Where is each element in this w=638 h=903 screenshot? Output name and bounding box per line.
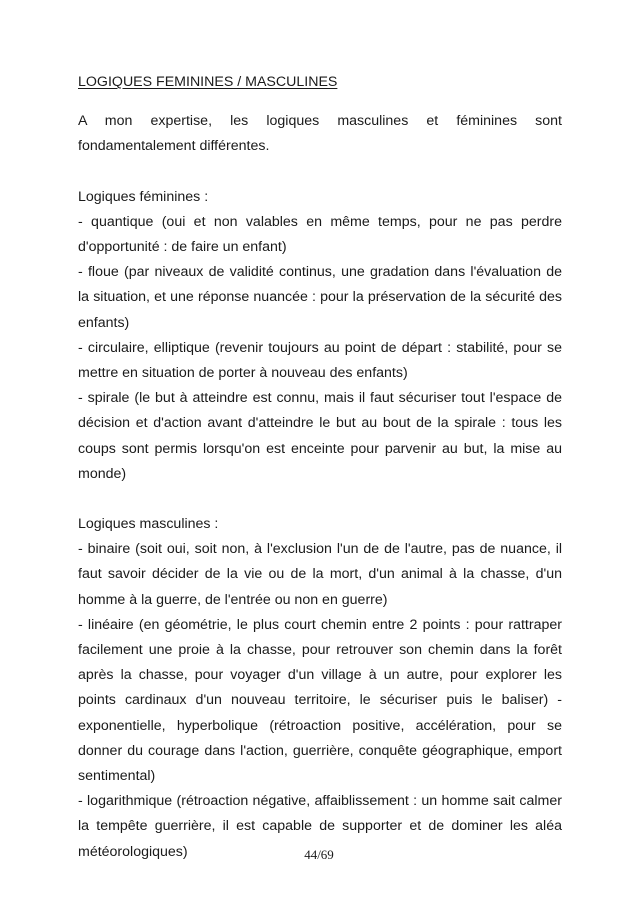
page-title: LOGIQUES FEMININES / MASCULINES [78,74,338,90]
masculine-section-title: Logiques masculines : [78,516,219,533]
intro-paragraph: A mon expertise, les logiques masculines et féminines sont fondamentalement différentes. [78,113,562,155]
masculine-item-binaire: - binaire (soit oui, soit non, à l'exclusion l'un de de l'autre, pas de nuance, il faut savoir décider de la vie ou de la mort, d'un animal à la chasse, d'un homme à la guerre, de l'entrée ou non en guerre) [78,541,562,608]
feminine-section-title: Logiques féminines : [78,188,209,205]
feminine-item-quantique: - quantique (oui et non valables en même temps, pour ne pas perdre d'opportunité : de faire un enfant) [78,213,562,256]
page-number: 44/69 [304,847,334,862]
masculine-item-lineaire: - linéaire (en géométrie, le plus court chemin entre 2 points : pour rattraper facilement une proie à la chasse, pour retrouver son chemin dans la forêt après la chasse, pour voyager d'un village à un autre, pour explorer les points cardinaux d'un nouveau territoire, le sécuriser puis le baliser) - exponentielle, hyperbolique (rétroaction positive, accélération, pour se donner du courage dans l'action, guerrière, conquête géographique, emport sentimental) [78,616,562,785]
spacer [78,160,562,185]
document-page [78,70,562,865]
feminine-item-circulaire: - circulaire, elliptique (revenir toujours au point de départ : stabilité, pour se mettre en situation de porter à nouveau des enfants) [78,339,562,382]
spacer [78,487,562,512]
masculine-item-logarithmique: - logarithmique (rétroaction négative, affaiblissement : un homme sait calmer la tempête guerrière, il est capable de supporter et de dominer les aléa météorologiques) [78,793,562,860]
feminine-item-spirale: - spirale (le but à atteindre est connu, mais il faut sécuriser tout l'espace de décision et d'action avant d'atteindre le but au bout de la spirale : tous les coups sont permis lorsqu'on est enceinte pour parvenir au but, la mise au monde) [78,390,562,482]
feminine-item-floue: - floue (par niveaux de validité continus, une gradation dans l'évaluation de la situation, et une réponse nuancée : pour la préservation de la sécurité des enfants) [78,264,562,331]
